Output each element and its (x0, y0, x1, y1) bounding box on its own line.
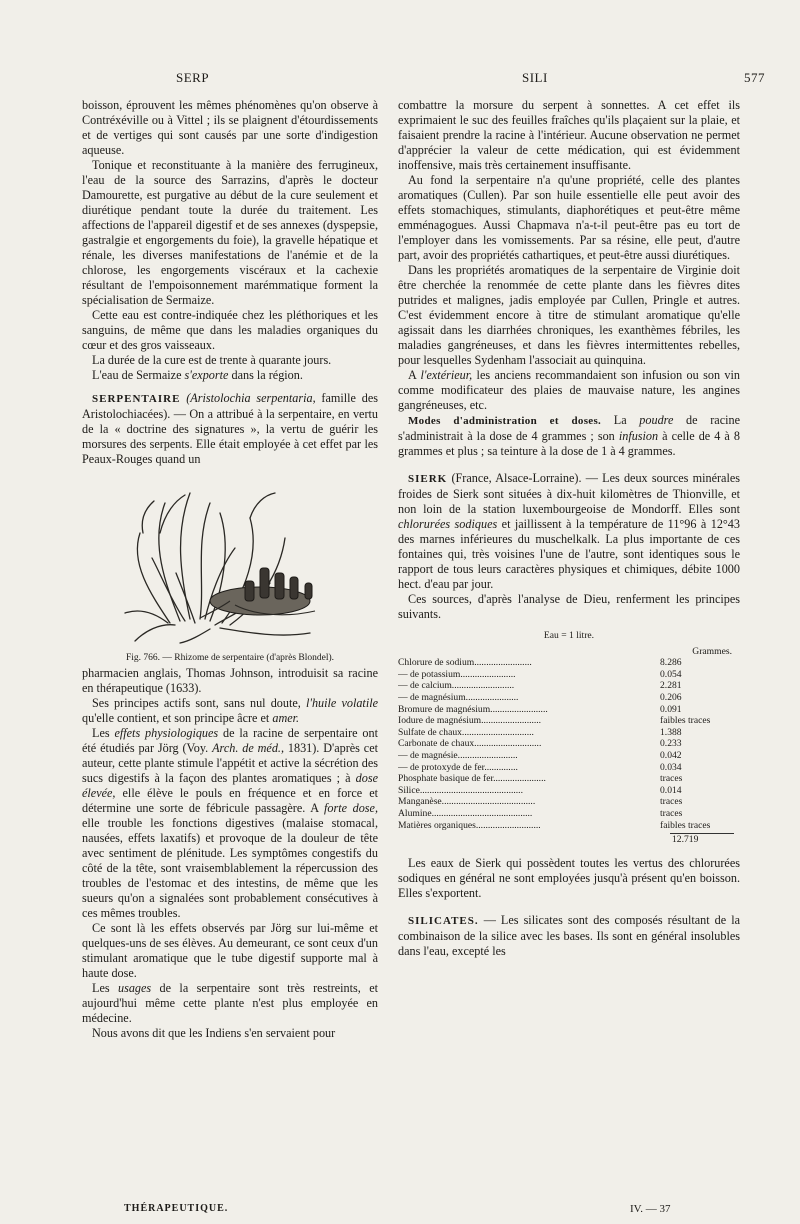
row-substance: — de magnésie......................... (398, 749, 518, 761)
table-row (398, 680, 740, 692)
footer-volume: IV. — 37 (630, 1203, 671, 1215)
text-run: Les (92, 726, 115, 740)
italic-run: l'huile volatile (305, 696, 378, 710)
row-substance: Bromure de magnésium........................ (398, 703, 548, 715)
row-substance: Silice........................................... (398, 784, 523, 796)
text-run: et jaillissent à la température de 11°96 à 12°43 des marnes inférieures du muschelkalk. La plus importante de ces fontaines qui, très voisines l'une de l'autre, sont identiques sous le rapport de tous leurs caractères physiques et chimiques, débite 1000 hect. d'eau par jour. (398, 517, 740, 591)
italic-run: chlorurées sodiques (398, 517, 498, 531)
entry-serpentaire (82, 391, 378, 467)
italic-run: l'extérieur, (420, 368, 473, 382)
entry-heading: SERPENTAIRE (92, 393, 181, 405)
row-substance: — de magnésium...................... (398, 691, 519, 703)
table-row (398, 727, 740, 739)
text-run: à celle de 4 à 8 grammes et plus ; sa teinture à la dose de 1 à 4 grammes. (398, 429, 740, 458)
paragraph: Les eaux de Sierk qui possèdent toutes les vertus des chlorurées sodiques en général ne sont employées jusqu'à présent qu'en boisson. Elles s'exportent. (398, 855, 740, 900)
paragraph: La durée de la cure est de trente à quarante jours. (92, 353, 332, 367)
running-header (0, 70, 800, 94)
table-row (398, 796, 740, 808)
text-run: 1831). D'après cet auteur, cette plante stimule l'appétit et active la sécrétion des sucs digestifs à la façon des plantes aromatiques ; à (82, 741, 378, 785)
table-row (398, 750, 740, 762)
row-substance: Sulfate de chaux.............................. (398, 726, 534, 738)
entry-sierk (398, 471, 740, 592)
header-left-keyword: SERP (176, 70, 210, 85)
table-row (398, 773, 740, 785)
paragraph (82, 726, 378, 921)
italic-run: poudre (639, 413, 674, 427)
paragraph: Au fond la serpentaire n'a qu'une propriété, celle des plantes aromatiques (Cullen). Par son huile essentielle elle peut avoir des effets stomachiques, stimulants, diaphorétiques et peut-être même emménagogues. Aussi Chapmava n'a-t-il peut-être pas eu tort de l'employer dans les vomissements. Par sa résine, elle peut, d'autre part, avoir des propriétés cathartiques, et peut-être aussi diurétiques. (398, 173, 740, 262)
text-run: A (408, 368, 421, 382)
table-unit: Grammes. (692, 645, 732, 657)
italic-run: usages (117, 981, 152, 995)
row-value: faibles traces (660, 819, 711, 831)
row-substance: Alumine.......................................... (398, 807, 533, 819)
row-substance: Matières organiques........................... (398, 819, 541, 831)
table-row (398, 657, 740, 669)
text-run: elle élève le pouls en fréquence et en force et détermine une sorte de fébricule passagère. A (82, 786, 378, 815)
paragraph (82, 696, 378, 726)
row-value: 0.233 (660, 738, 682, 750)
row-value: 8.286 (660, 657, 682, 669)
row-value: 0.034 (660, 761, 682, 773)
analysis-table (398, 630, 740, 846)
paragraph: Ces sources, d'après l'analyse de Dieu, renferment les principes suivants. (398, 592, 740, 621)
paragraph: boisson, éprouvent les mêmes phénomènes qu'on observe à Contréxéville ou à Vittel ; ils se plaignent d'étourdissements et de vertiges qui sont causés par une sorte d'indigestion aqueuse. (82, 98, 378, 157)
italic-run: amer. (272, 711, 300, 725)
entry-silicates (398, 913, 740, 959)
entry-heading: SILICATES. (408, 914, 479, 927)
text-run: famille des Aristolochiacées). — On a attribué à la serpentaire, en vertu de la « doctrine des signatures », la vertu de guérir les morsures des serpents. Elle était employée à cet effet par les Peaux-Rouges quand un (82, 391, 379, 466)
paragraph: Tonique et reconstituante à la manière des ferrugineux, l'eau de la source des Sarrazins, d'après le docteur Damourette, est purgative au début de la cure seulement et diurétique pendant toute la durée du traitement. Les affections de l'appareil digestif et de ses annexes (dyspepsie, gastralgie et engorgements du foie), la gravelle hépatique et rénale, les diverses manifestations de l'anémie et de la chlorose, les engorgements viscéraux et la cachexie résultant de l'empoisonnement marémmatique forment la spécialisation de Sermaize. (82, 158, 378, 307)
table-row (398, 785, 740, 797)
table-title: Eau = 1 litre. (543, 630, 595, 641)
text-run: les anciens recommandaient son infusion ou son vin comme modificateur des plaies de mauvaise nature, les angines gangréneuses, etc. (398, 368, 740, 412)
row-substance: Iodure de magnésium......................... (398, 715, 542, 727)
row-substance: — de protoxyde de fer.............. (398, 761, 518, 773)
table-row (398, 704, 740, 716)
paragraph: Cette eau est contre-indiquée chez les pléthoriques et les sanguins, de même que dans les maladies organiques du cœur et des gros vaisseaux. (82, 308, 378, 352)
page-number: 577 (744, 70, 765, 85)
text-run: Ses principes actifs sont, sans nul doute, (92, 696, 306, 710)
text-run: de la serpentaire sont très restreints, et aujourd'hui même cette plante n'est plus employée en médecine. (82, 981, 378, 1025)
row-value: traces (660, 773, 683, 785)
table-row (398, 738, 740, 750)
row-value: 2.281 (660, 680, 682, 692)
text-run: L'eau de Sermaize (92, 368, 185, 382)
paragraph: Dans les propriétés aromatiques de la serpentaire de Virginie doit être cherchée la renommée de cette plante dans les fièvres dites putrides et malignes, jadis employée par Cullen, Pringle et autres. C'est évidemment encore à titre de stimulant aromatique qu'elle agissait dans les diarrhées chroniques, les exanthèmes fébriles, les maladies gangréneuses, et dans les fièvres intermittentes rebelles, pour lesquelles Sydenham l'associait au quinquina. (398, 263, 740, 367)
paragraph: pharmacien anglais, Thomas Johnson, introduisit sa racine en thérapeutique (1633). (82, 666, 378, 695)
text-run: de la racine de serpentaire ont été étudiés par Jörg (Voy. (82, 726, 378, 755)
italic-run: s'exporte (184, 368, 229, 382)
row-value: traces (660, 796, 683, 808)
text-run: Les (92, 981, 118, 995)
table-row (398, 692, 740, 704)
text-run: qu'elle contient, et son principe âcre et (82, 711, 273, 725)
italic-run: infusion (618, 429, 659, 443)
table-row (398, 820, 740, 832)
paragraph (82, 981, 378, 1026)
row-substance: — de calcium.......................... (398, 680, 515, 692)
paragraph: combattre la morsure du serpent à sonnettes. A cet effet ils exprimaient le suc des feuilles fraîches qu'ils plaçaient sur la plaie, et faisaient prendre la racine à l'intérieur. Aucune observation ne permet d'apprécier la valeur de cette médication, qui est évidemment inoffensive, mais très certainement insuffisante. (398, 98, 740, 172)
entry-heading: SIERK (408, 473, 448, 485)
text-run: dans la région. (228, 368, 303, 382)
paragraph: Nous avons dit que les Indiens s'en servaient pour (92, 1026, 336, 1040)
row-substance: Phosphate basique de fer...................... (398, 773, 546, 785)
row-substance: Manganèse....................................... (398, 796, 536, 808)
italic-run: Arch. de méd., (212, 741, 285, 755)
table-row (398, 808, 740, 820)
row-substance: — de potassium....................... (398, 668, 516, 680)
row-value: 0.014 (660, 784, 682, 796)
italic-run: forte dose, (323, 801, 379, 815)
figure-caption: Fig. 766. — Rhizome de serpentaire (d'après Blondel). (125, 653, 335, 663)
table-row (398, 669, 740, 681)
row-value: traces (660, 807, 683, 819)
figure-rhizome (82, 473, 378, 647)
row-value: 0.042 (660, 749, 682, 761)
header-right-keyword: SILI (522, 70, 548, 85)
italic-run: dose élevée, (82, 771, 378, 800)
right-column (398, 98, 740, 959)
left-column (82, 98, 378, 1041)
table-total: 12.719 (672, 834, 699, 846)
paragraph (398, 368, 740, 413)
paragraph-modes (398, 413, 740, 459)
row-substance: Chlorure de sodium........................ (398, 657, 532, 669)
footer-signature: THÉRAPEUTIQUE. (124, 1203, 229, 1214)
text-run: La (601, 413, 640, 427)
subheading: Modes d'administration et doses. (408, 415, 602, 427)
row-value: 0.054 (660, 668, 682, 680)
table-row (398, 715, 740, 727)
row-value: 0.091 (660, 703, 682, 715)
table-row (398, 762, 740, 774)
row-substance: Carbonate de chaux............................ (398, 738, 542, 750)
table-rows (398, 657, 740, 831)
paragraph: Ce sont là les effets observés par Jörg sur lui-même et quelques-uns de ses élèves. Au demeurant, ce sont ceux d'un stimulant aromatique que le tube digestif supporte mal à haute dose. (82, 921, 378, 980)
row-value: 1.388 (660, 726, 682, 738)
row-value: 0.206 (660, 691, 682, 703)
text-run: (France, Alsace-Lorraine). — Les deux sources minérales froides de Sierk sont situées à dix-huit kilomètres de Thionville, et non loin de la station luxembourgeoise de Mondorff. Elles sont (398, 471, 740, 516)
text-run: de racine s'administrait à la dose de 4 grammes ; son (398, 413, 740, 443)
rhizome-illustration (110, 473, 350, 645)
italic-run: effets physiologiques (114, 726, 219, 740)
text-run: elle trouble les fonctions digestives (malaise stomacal, nausées, effets laxatifs) et provoque de la douleur de tête avec sentiment de plénitude. Les symptômes congestifs du côté de la tête, sont vraisemblablement la répercussion des troubles de l'estomac et des intestins, de même que les sueurs qu'on a signalées sont probablement consécutives à ces mêmes troubles. (82, 816, 378, 920)
paragraph (82, 368, 378, 383)
text-run: — Les silicates sont des composés résultant de la combinaison de la silice avec les bases. Ils sont en général insolubles dans l'eau, excepté les (398, 912, 740, 958)
latin-name: (Aristolochia serpentaria, (186, 391, 316, 405)
row-value: faibles traces (660, 715, 711, 727)
